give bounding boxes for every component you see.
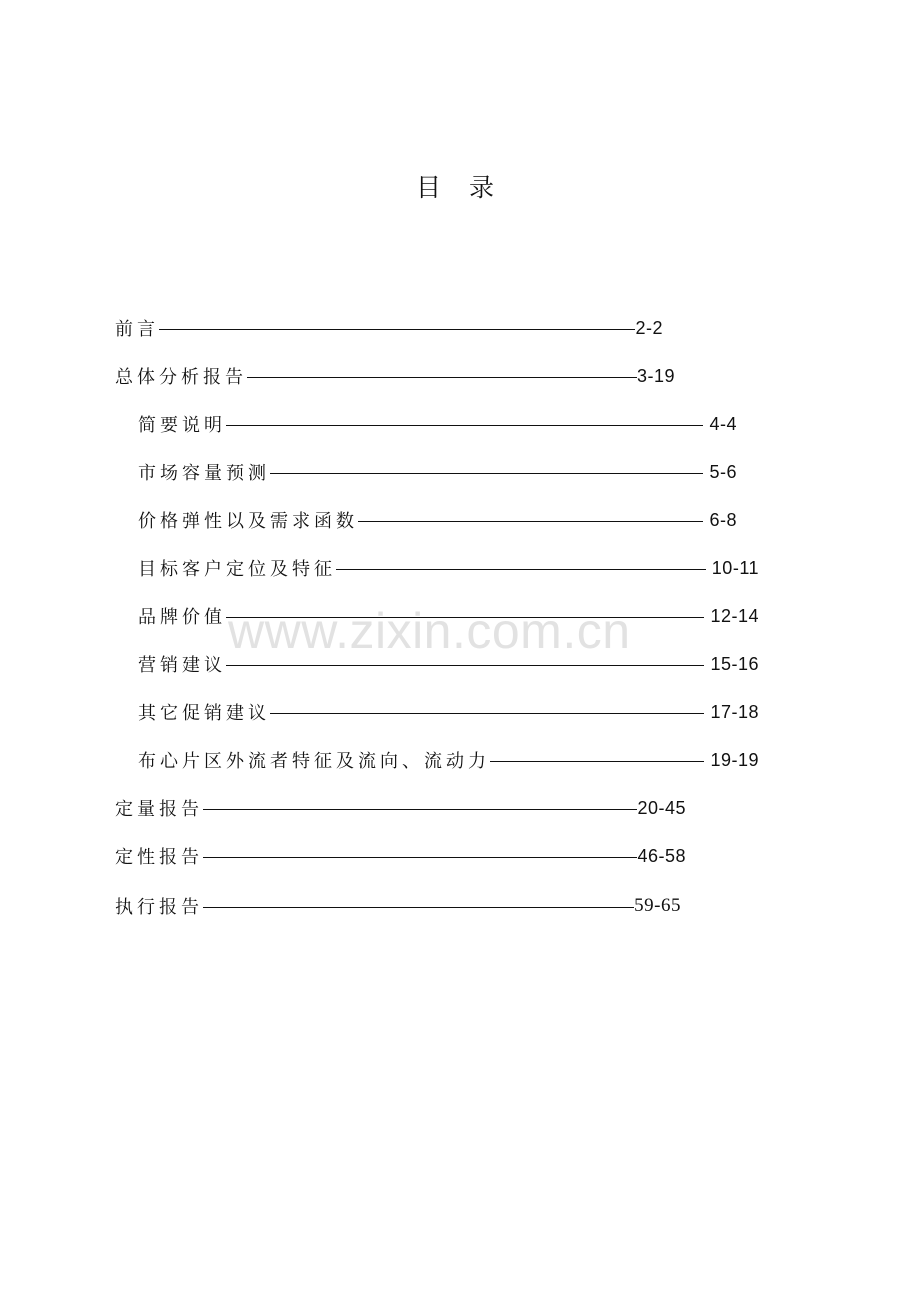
toc-entry-pages: 17-18 <box>710 701 759 722</box>
toc-leader-line <box>226 665 704 666</box>
toc-leader-line <box>336 569 706 570</box>
toc-entry-quantitative-report[interactable] <box>115 794 686 822</box>
toc-entry-pages: 5-6 <box>709 461 737 482</box>
toc-entry-label: 价格弹性以及需求函数 <box>138 511 358 532</box>
toc-entry-overall-report[interactable] <box>115 362 675 390</box>
toc-entry-label: 定性报告 <box>115 847 203 868</box>
toc-entry-label: 布心片区外流者特征及流向、流动力 <box>138 751 490 772</box>
toc-leader-line <box>358 521 703 522</box>
toc-entry-summary[interactable] <box>138 410 737 438</box>
toc-entry-pages: 19-19 <box>710 749 759 770</box>
toc-entry-brand-value[interactable] <box>138 602 759 630</box>
toc-leader-line <box>226 425 703 426</box>
toc-entry-target-customers[interactable] <box>138 554 759 582</box>
toc-entry-market-forecast[interactable] <box>138 458 737 486</box>
toc-leader-line <box>203 907 634 908</box>
toc-entry-price-elasticity[interactable] <box>138 506 737 534</box>
toc-entry-label: 简要说明 <box>138 415 226 436</box>
toc-entry-label: 目标客户定位及特征 <box>138 559 336 580</box>
toc-entry-pages: 4-4 <box>709 413 737 434</box>
toc-entry-label: 市场容量预测 <box>138 463 270 484</box>
toc-entry-pages: 3-19 <box>636 365 675 386</box>
toc-entry-pages: 59-65 <box>634 895 681 916</box>
toc-entry-label: 其它促销建议 <box>138 703 270 724</box>
toc-entry-label: 执行报告 <box>115 897 203 918</box>
toc-entry-pages: 15-16 <box>710 653 759 674</box>
toc-entry-other-promotion[interactable] <box>138 698 759 726</box>
toc-entry-preface[interactable] <box>115 314 663 342</box>
toc-entry-pages: 12-14 <box>710 605 759 626</box>
toc-leader-line <box>159 329 635 330</box>
toc-leader-line <box>247 377 637 378</box>
toc-leader-line <box>203 809 637 810</box>
toc-entry-pages: 6-8 <box>709 509 737 530</box>
toc-entry-label: 前言 <box>115 319 159 340</box>
toc-entry-outflow[interactable] <box>138 746 759 774</box>
toc-entry-pages: 20-45 <box>637 797 686 818</box>
toc-entry-label: 品牌价值 <box>138 607 226 628</box>
page-title: 目 录 <box>416 173 504 202</box>
toc-entry-qualitative-report[interactable] <box>115 842 686 870</box>
toc-leader-line <box>270 713 704 714</box>
watermark-text: www.zixin.com.cn <box>228 603 631 659</box>
toc-entry-execution-report[interactable] <box>115 892 681 920</box>
toc-entry-label: 定量报告 <box>115 799 203 820</box>
toc-entry-pages: 2-2 <box>635 317 663 338</box>
toc-entry-label: 总体分析报告 <box>115 367 247 388</box>
toc-leader-line <box>203 857 637 858</box>
toc-entry-pages: 46-58 <box>637 845 686 866</box>
toc-leader-line <box>490 761 704 762</box>
toc-entry-label: 营销建议 <box>138 655 226 676</box>
toc-entry-marketing-advice[interactable] <box>138 650 759 678</box>
toc-entry-pages: 10-11 <box>711 557 759 578</box>
toc-leader-line <box>270 473 703 474</box>
toc-leader-line <box>226 617 704 618</box>
